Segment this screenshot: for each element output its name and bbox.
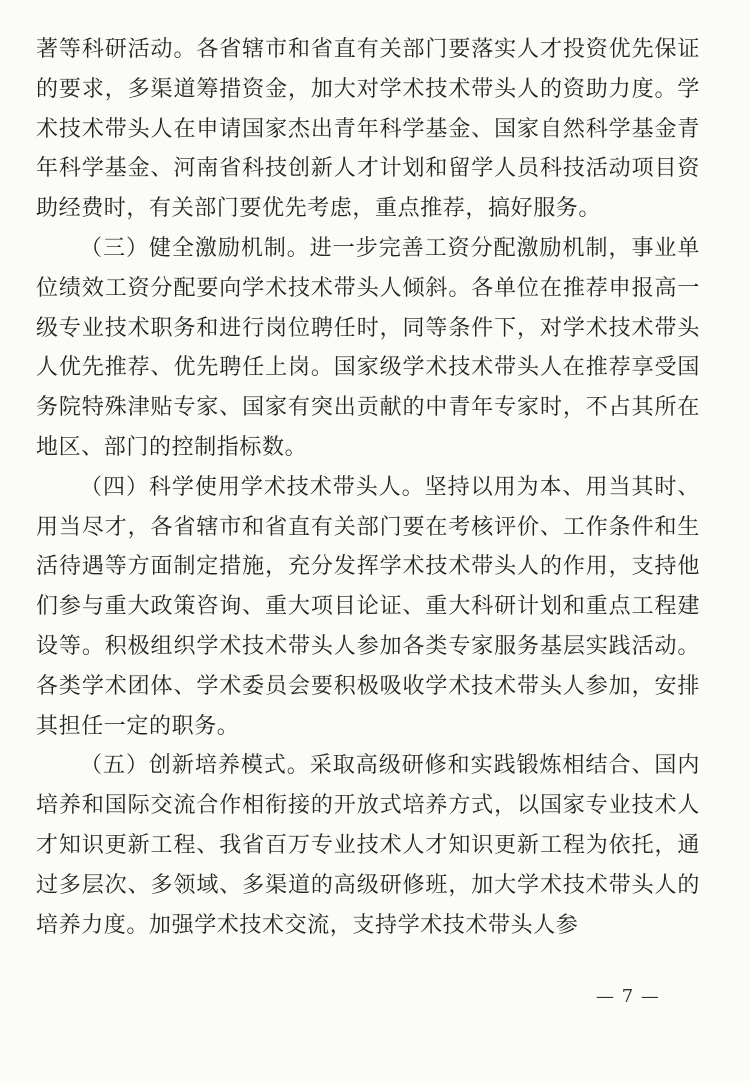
paragraph-incentive-mechanism: （三）健全激励机制。进一步完善工资分配激励机制，事业单位绩效工资分配要向学术技术带头人倾斜。各单位在推荐申报高一级专业技术职务和进行岗位聘任时，同等条件下，对学术技术带头人优先推荐、优先聘任上岗。国家级学术技术带头人在推荐享受国务院特殊津贴专家、国家有突出贡献的中青年专家时，不占其所在地区、部门的控制指标数。 [36,235,700,460]
document-body [36,30,700,945]
paragraph-continued: 著等科研活动。各省辖市和省直有关部门要落实人才投资优先保证的要求，多渠道筹措资金，加大对学术技术带头人的资助力度。学术技术带头人在申请国家杰出青年科学基金、国家自然科学基金青年科学基金、河南省科技创新人才计划和留学人员科技活动项目资助经费时，有关部门要优先考虑，重点推荐，搞好服务。 [36,37,700,222]
page-number: — 7 — [596,986,660,1007]
paragraph-training-mode: （五）创新培养模式。采取高级研修和实践锻炼相结合、国内培养和国际交流合作相衔接的开放式培养方式，以国家专业技术人才知识更新工程、我省百万专业技术人才知识更新工程为依托，通过多层次、多领域、多渠道的高级研修班，加大学术技术带头人的培养力度。加强学术技术交流，支持学术技术带头人参 [36,753,700,938]
paragraph-scientific-use: （四）科学使用学术技术带头人。坚持以用为本、用当其时、用当尽才，各省辖市和省直有关部门要在考核评价、工作条件和生活待遇等方面制定措施，充分发挥学术技术带头人的作用，支持他们参与重大政策咨询、重大项目论证、重大科研计划和重点工程建设等。积极组织学术技术带头人参加各类专家服务基层实践活动。各类学术团体、学术委员会要积极吸收学术技术带头人参加，安排其担任一定的职务。 [36,474,700,739]
